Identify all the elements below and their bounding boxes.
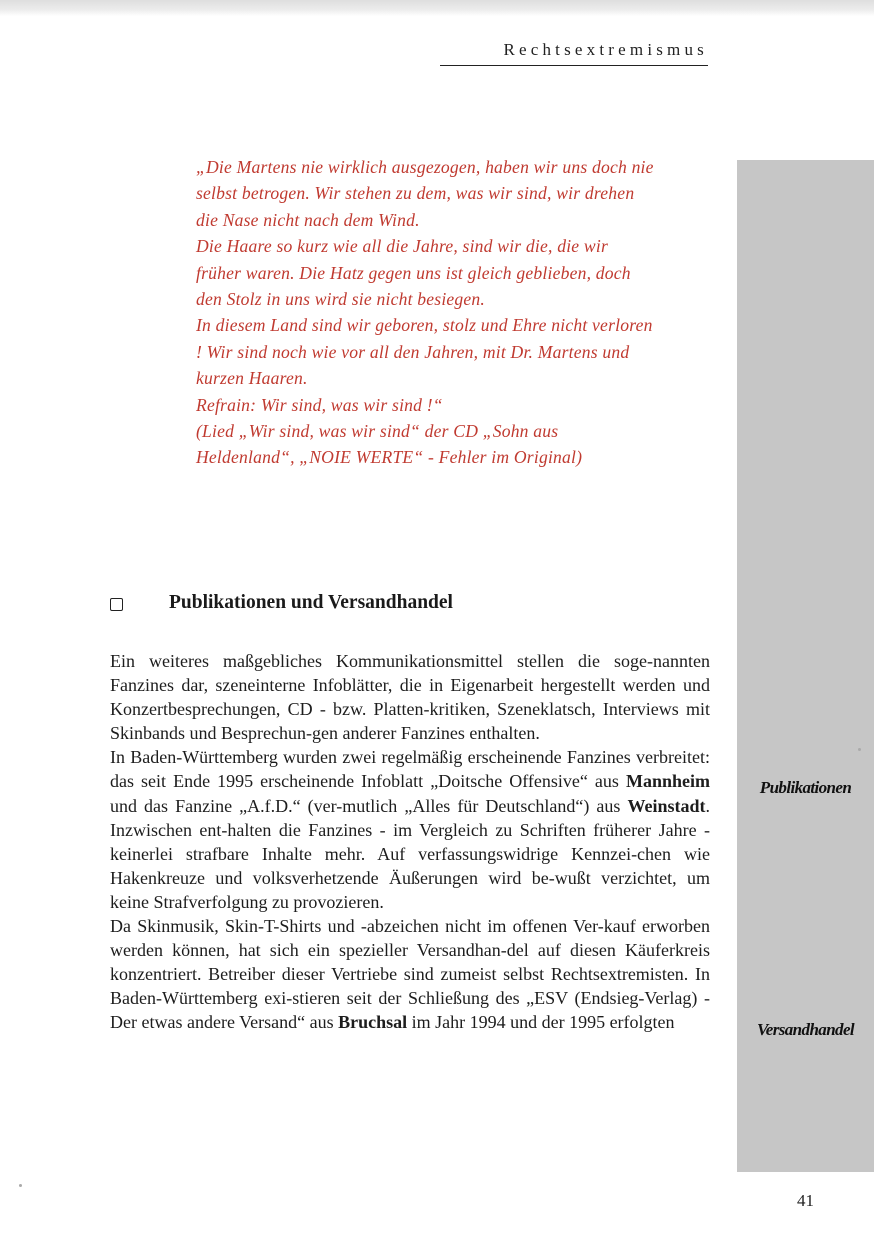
place-bruchsal: Bruchsal: [338, 1012, 408, 1033]
page-number: 41: [797, 1191, 814, 1210]
song-lyrics-quote: [196, 154, 656, 471]
running-header: Rechtsextremismus: [503, 40, 708, 59]
quote-paragraph: Die Haare so kurz wie all die Jahre, sind wir die, die wir früher waren. Die Hatz gegen uns ist gleich geblieben, doch den Stolz in uns wird sie nicht besiegen.: [196, 236, 631, 310]
place-mannheim: Mannheim: [625, 771, 710, 792]
scan-edge-shadow: [0, 0, 874, 16]
scan-speck: [858, 748, 861, 751]
quote-paragraph: In diesem Land sind wir geboren, stolz und Ehre nicht verloren ! Wir sind noch wie vor all den Jahren, mit Dr. Martens und kurzen Haaren.: [196, 315, 653, 389]
margin-note-publikationen: Publikationen: [759, 778, 852, 797]
header-rule: [440, 65, 708, 66]
scan-speck: [19, 1184, 22, 1187]
body-paragraph: Da Skinmusik, Skin-T-Shirts und -abzeichen nicht im offenen Ver-kauf erworben werden können, hat sich ein spezieller Versandhan-del auf diesen Käuferkreis konzentriert. Betreiber dieser Vertriebe sind zumeist selbst Rechtsextremisten. In Baden-Württemberg exi-stieren seit der Schließung des „ESV (Endsieg-Verlag) - Der etwas andere Versand“ aus Bruchsal im Jahr 1994 und der 1995 erfolgten: [110, 916, 710, 1033]
quote-paragraph: „Die Martens nie wirklich ausgezogen, haben wir uns doch nie selbst betrogen. Wir stehen zu dem, was wir sind, wir drehen die Nase nicht nach dem Wind.: [196, 157, 654, 230]
body-text: [110, 649, 710, 1035]
section-heading: [110, 592, 453, 614]
place-weinstadt: Weinstadt: [627, 795, 706, 816]
section-title: Publikationen und Versandhandel: [169, 592, 453, 613]
margin-note-versandhandel: Versandhandel: [756, 1020, 855, 1039]
checkbox-bullet-icon: [110, 598, 123, 611]
body-paragraph: Ein weiteres maßgebliches Kommunikationsmittel stellen die soge-nannten Fanzines dar, szeneinterne Infoblätter, die in Eigenarbeit hergestellt werden und Konzertbesprechungen, CD - bzw. Platten-kritiken, Szeneklatsch, Interviews mit Skinbands und Besprechun-gen anderer Fanzines enthalten.: [110, 651, 710, 744]
body-paragraph: In Baden-Württemberg wurden zwei regelmäßig erscheinende Fanzines verbreitet: das seit Ende 1995 erscheinende Infoblatt „Doitsche Offensive“ aus Mannheim und das Fanzine „A.f.D.“ (ver-mutlich „Alles für Deutschland“) aus Weinstadt. Inzwischen ent-halten die Fanzines - im Vergleich zu Schriften früherer Jahre - keinerlei strafbare Inhalte mehr. Auf verfassungswidrige Kennzei-chen wie Hakenkreuze und volksverhetzende Äußerungen wird be-wußt verzichtet, um keine Strafverfolgung zu provozieren.: [110, 747, 710, 912]
quote-source: (Lied „Wir sind, was wir sind“ der CD „Sohn aus Heldenland“, „NOIE WERTE“ - Fehler im Original): [196, 421, 583, 468]
quote-paragraph: Refrain: Wir sind, was wir sind !“: [196, 394, 443, 415]
